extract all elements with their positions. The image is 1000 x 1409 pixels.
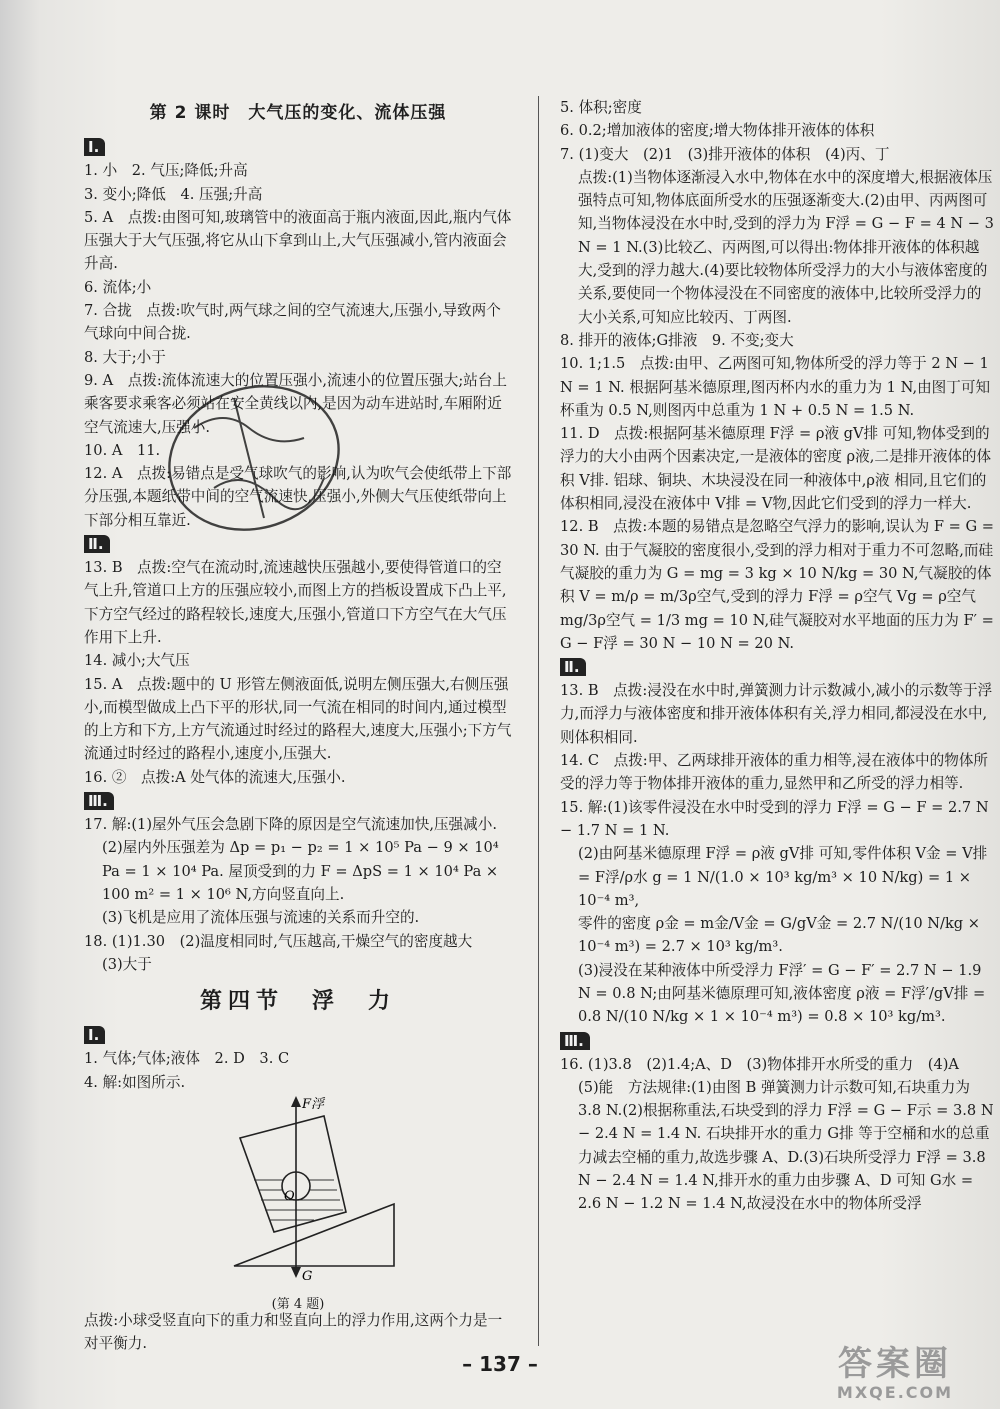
answer-item: 4. 解:如图所示. [84,1073,186,1091]
answer-item: 8. 大于;小于 [84,348,166,366]
answer-item: 16. ② 点拨:A 处气体的流速大,压强小. [84,768,346,786]
answer-item: 3. 变小;降低 4. 压强;升高 [84,185,263,203]
answer-item: 7. (1)变大 (2)1 (3)排开液体的体积 (4)丙、丁 [560,145,890,163]
answer-item: 11. D 点拨:根据阿基米德原理 F浮 = ρ液 gV排 可知,物体受到的浮力的大小由两个因素决定,一是液体的密度 ρ液,二是排开液体的体积 V排. 铝球、铜块、木块浸没在同一种液体中,ρ液 相同,且它们的体积相同,浸没在液体中 V排 = V物,因此它们受到的浮力一样大. [560,425,992,513]
answer-item: 14. 减小;大气压 [84,652,190,670]
answer-item: 7. 合拢 点拨:吹气时,两气球之间的空气流速大,压强小,导致两个气球向中间合拢. [84,302,501,343]
answer-item: 零件的密度 ρ金 = m金/V金 = G/gV金 = 2.7 N/(10 N/kg × 10⁻⁴ m³) = 2.7 × 10³ kg/m³. [578,915,981,956]
page-number: – 137 – [462,1352,538,1376]
answer-item: 点拨:(1)当物体逐渐浸入水中,物体在水中的深度增大,根据液体压强特点可知,物体底面所受水的压强逐渐变大.(2)由甲、丙两图可知,当物体浸没在水中时,受到的浮力为 F浮 = G − F = 4 N − 3 N = 1 N.(3)比较乙、丙两图,可以得出:物体排开液体的体积越大,受到的浮力越大.(4)要比较物体所受浮力的大小与液体密度的关系,要使同一个物体浸没在不同密度的液体中,比较所受浮力的大小关系,可知应比较丙、丁两图. [578,168,994,326]
answer-item: 18. (1)1.30 (2)温度相同时,气压越高,干燥空气的密度越大 [84,932,473,950]
answer-item: 15. A 点拨:题中的 U 形管左侧液面低,说明左侧压强大,右侧压强小,而模型做成上凸下平的形状,同一气流在相同的时间内,通过模型的上方和下方,上方气流通过时经过的路程大,速度大,压强小;下方气流通过时经过的路程小,速度小,压强大. [84,675,512,763]
answer-item: (3)飞机是应用了流体压强与流速的关系而升空的. [102,909,420,927]
answer-item: 12. A 点拨:易错点是受气球吹气的影响,认为吹气会使纸带上下部分压强,本题纸带中间的空气流速快,压强小,外侧大气压使纸带向上下部分相互靠近. [84,465,512,529]
section-title-lesson2: 第 2 课时 大气压的变化、流体压强 [149,103,447,123]
gravity-arrow-head [291,1267,301,1278]
answer-item: (2)屋内外压强差为 Δp = p₁ − p₂ = 1 × 10⁵ Pa − 9 × 10⁴ Pa = 1 × 10⁴ Pa. 屋顶受到的力 F = ΔpS = 1 × 10⁴ Pa × 100 m² = 1 × 10⁶ N,方向竖直向上. [102,839,499,903]
buoyancy-figure [84,1094,512,1313]
left-column [84,96,512,1356]
answer-item: 1. 气体;气体;液体 2. D 3. C [84,1050,290,1068]
buoyancy-arrow-head [291,1096,301,1107]
label-o: O [284,1188,295,1204]
column-divider [538,96,539,1346]
section-title-buoyancy: 第四节 浮 力 [199,989,396,1015]
answer-item: 16. (1)3.8 (2)1.4;A、D (3)物体排开水所受的重力 (4)A [560,1055,959,1073]
answer-item: 13. B 点拨:浸没在水中时,弹簧测力计示数减小,减小的示数等于浮力,而浮力与液体密度和排开液体体积有关,浮力相同,都浸没在水中,则体积相同. [560,682,993,746]
answer-item: 10. 1;1.5 点拨:由甲、乙两图可知,物体所受的浮力等于 2 N − 1 N = 1 N. 根据阿基米德原理,图丙杯内水的重力为 1 N,由图丁可知杯重为 0.5 N,则图丙中总重为 1 N + 0.5 N = 1.5 N. [560,355,991,419]
level-badge-3: Ⅲ. [84,792,114,810]
slope-triangle [234,1204,394,1266]
cup-on-slope-diagram [84,1094,512,1286]
level-badge-1b: Ⅰ. [84,1026,105,1044]
watermark-url: MXQE.COM [836,1383,954,1402]
level-badge-2: Ⅱ. [84,535,110,553]
answer-item: 10. A 11. [84,441,161,459]
label-g: G [302,1268,313,1284]
answer-item: (2)由阿基米德原理 F浮 = ρ液 gV排 可知,零件体积 V金 = V排 = F浮/ρ水 g = 1 N/(1.0 × 10³ kg/m³ × 10 N/kg) = 1 × 10⁻⁴ m³, [578,845,988,909]
level-badge-2-right: Ⅱ. [560,658,586,676]
answer-item: 17. 解:(1)屋外气压会急剧下降的原因是空气流速加快,压强减小. [84,816,497,834]
figure-caption: (第 4 题) [271,1297,325,1313]
label-f-buoyancy: F浮 [302,1096,325,1112]
answer-item: (3)大于 [102,955,152,973]
answer-item: 14. C 点拨:甲、乙两球排开液体的重力相等,浸在液体中的物体所受的浮力等于物体排开液体的重力,显然甲和乙所受的浮力相等. [560,752,989,793]
answer-item: 5. 体积;密度 [560,99,642,116]
answer-item: 15. 解:(1)该零件浸没在水中时受到的浮力 F浮 = G − F = 2.7 N − 1.7 N = 1 N. [560,798,989,839]
answer-item: 1. 小 2. 气压;降低;升高 [84,162,248,180]
answer-item: 8. 排开的液体;G排液 9. 不变;变大 [560,331,794,349]
level-badge-3-right: Ⅲ. [560,1032,590,1050]
right-column [560,96,994,1216]
level-badge-1: Ⅰ. [84,138,105,156]
answer-item: (5)能 方法规律:(1)由图 B 弹簧测力计示数可知,石块重力为 3.8 N.(2)根据称重法,石块受到的浮力 F浮 = G − F示 = 3.8 N − 2.4 N = 1.4 N. 石块排开水的重力 G排 等于空桶和水的总重力减去空桶的重力,故选步骤 A、D.(3)石块所受浮力 F浮 = 3.8 N − 2.4 N = 1.4 N,排开水的重力由步骤 A、D 可知 G水 = 2.6 N − 1.2 N = 1.4 N,故浸没在水中的物体所受浮 [578,1078,994,1213]
answer-item: 6. 流体;小 [84,278,152,296]
answer-item: 9. A 点拨:流体流速大的位置压强小,流速小的位置压强大;站台上乘客要求乘客必须站在安全黄线以内,是因为动车进站时,车厢附近空气流速大,压强小. [84,371,508,436]
watermark-logo-text: 答案圈 [838,1344,952,1384]
answer-item: (3)浸没在某种液体中所受浮力 F浮′ = G − F′ = 2.7 N − 1.9 N = 0.8 N;由阿基米德原理可知,液体密度 ρ液 = F浮′/gV排 = 0.8 N/(10 N/kg × 1 × 10⁻⁴ m³) = 0.8 × 10³ kg/m³. [578,961,986,1026]
answer-item: 12. B 点拨:本题的易错点是忽略空气浮力的影响,误认为 F = G = 30 N. 由于气凝胶的密度很小,受到的浮力相对于重力不可忽略,而硅气凝胶的重力为 G = mg = 3 kg × 10 N/kg = 30 N,气凝胶的体积 V = m/ρ = m/3ρ空气,受到的浮力 F浮 = ρ空气 Vg = ρ空气mg/3ρ空气 = 1/3 mg = 10 N,硅气凝胶对水平地面的压力为 F′ = G − F浮 = 30 N − 10 N = 20 N. [560,518,994,652]
answer-item: 点拨:小球受竖直向下的重力和竖直向上的浮力作用,这两个力是一对平衡力. [84,1311,503,1353]
answer-item: 13. B 点拨:空气在流动时,流速越快压强越小,要使得管道口的空气上升,管道口上方的压强应较小,而图上方的挡板设置成下凸上平,下方空气经过的路程较长,速度大,压强小,管道口下方空气在大气压作用下上升. [84,559,507,646]
answer-item: 6. 0.2;增加液体的密度;增大物体排开液体的体积 [560,122,875,140]
site-watermark [800,1345,990,1403]
answer-item: 5. A 点拨:由图可知,玻璃管中的液面高于瓶内液面,因此,瓶内气体压强大于大气压强,将它从山下拿到山上,大气压强减小,管内液面会升高. [84,208,512,273]
